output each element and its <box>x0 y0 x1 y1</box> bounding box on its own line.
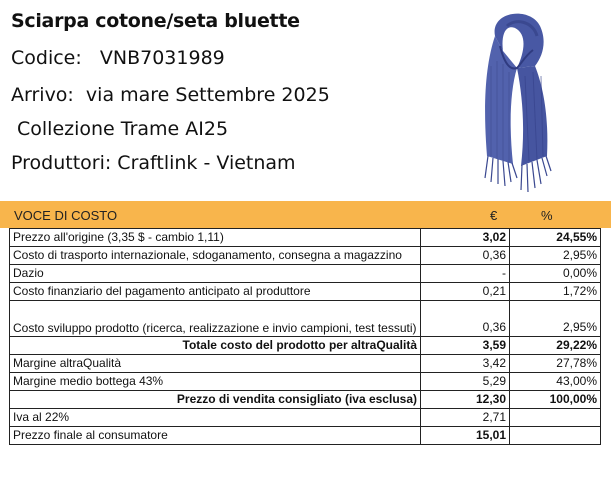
column-header-eur: € <box>490 208 498 223</box>
table-row <box>10 373 601 391</box>
row-eur: 0,36 <box>421 247 510 265</box>
product-collection: Collezione Trame AI25 <box>17 118 229 140</box>
cost-table-header <box>0 201 611 228</box>
product-arrival: Arrivo: via mare Settembre 2025 <box>11 84 330 106</box>
row-pct: 100,00% <box>510 391 601 409</box>
row-desc: Prezzo all'origine (3,35 $ - cambio 1,11) <box>10 229 421 247</box>
row-eur: 3,42 <box>421 355 510 373</box>
column-header-item: VOCE DI COSTO <box>14 208 118 223</box>
row-desc: Prezzo finale al consumatore <box>10 427 421 445</box>
table-row <box>10 265 601 283</box>
row-desc: Costo finanziario del pagamento anticipato al produttore <box>10 283 421 301</box>
row-eur: 2,71 <box>421 409 510 427</box>
table-row <box>10 409 601 427</box>
row-pct: 2,95% <box>510 301 601 337</box>
row-desc: Costo sviluppo prodotto (ricerca, realizzazione e invio campioni, test tessuti) <box>10 301 421 337</box>
blue-scarf-photo <box>455 6 580 196</box>
table-row <box>10 283 601 301</box>
row-desc: Margine altraQualità <box>10 355 421 373</box>
row-eur: 5,29 <box>421 373 510 391</box>
cost-table <box>9 228 601 445</box>
row-pct: 43,00% <box>510 373 601 391</box>
column-header-pct: % <box>541 208 553 223</box>
row-eur: 3,02 <box>421 229 510 247</box>
row-desc: Prezzo di vendita consigliato (iva esclusa) <box>10 391 421 409</box>
row-eur: - <box>421 265 510 283</box>
row-eur: 15,01 <box>421 427 510 445</box>
row-eur: 3,59 <box>421 337 510 355</box>
row-pct: 27,78% <box>510 355 601 373</box>
row-eur: 12,30 <box>421 391 510 409</box>
row-desc: Costo di trasporto internazionale, sdoganamento, consegna a magazzino <box>10 247 421 265</box>
product-title: Sciarpa cotone/seta bluette <box>11 10 300 32</box>
table-row-total <box>10 391 601 409</box>
table-row <box>10 301 601 337</box>
product-header <box>0 0 611 200</box>
table-row-total <box>10 337 601 355</box>
row-pct <box>510 427 601 445</box>
table-row <box>10 427 601 445</box>
row-pct: 1,72% <box>510 283 601 301</box>
row-desc: Totale costo del prodotto per altraQualità <box>10 337 421 355</box>
row-eur: 0,36 <box>421 301 510 337</box>
table-row <box>10 229 601 247</box>
row-pct: 29,22% <box>510 337 601 355</box>
table-row <box>10 247 601 265</box>
row-desc: Iva al 22% <box>10 409 421 427</box>
product-code: Codice: VNB7031989 <box>11 47 225 69</box>
table-row <box>10 355 601 373</box>
row-pct: 24,55% <box>510 229 601 247</box>
row-eur: 0,21 <box>421 283 510 301</box>
row-desc: Margine medio bottega 43% <box>10 373 421 391</box>
row-pct: 2,95% <box>510 247 601 265</box>
row-pct: 0,00% <box>510 265 601 283</box>
product-producers: Produttori: Craftlink - Vietnam <box>11 152 296 174</box>
row-desc: Dazio <box>10 265 421 283</box>
row-pct <box>510 409 601 427</box>
